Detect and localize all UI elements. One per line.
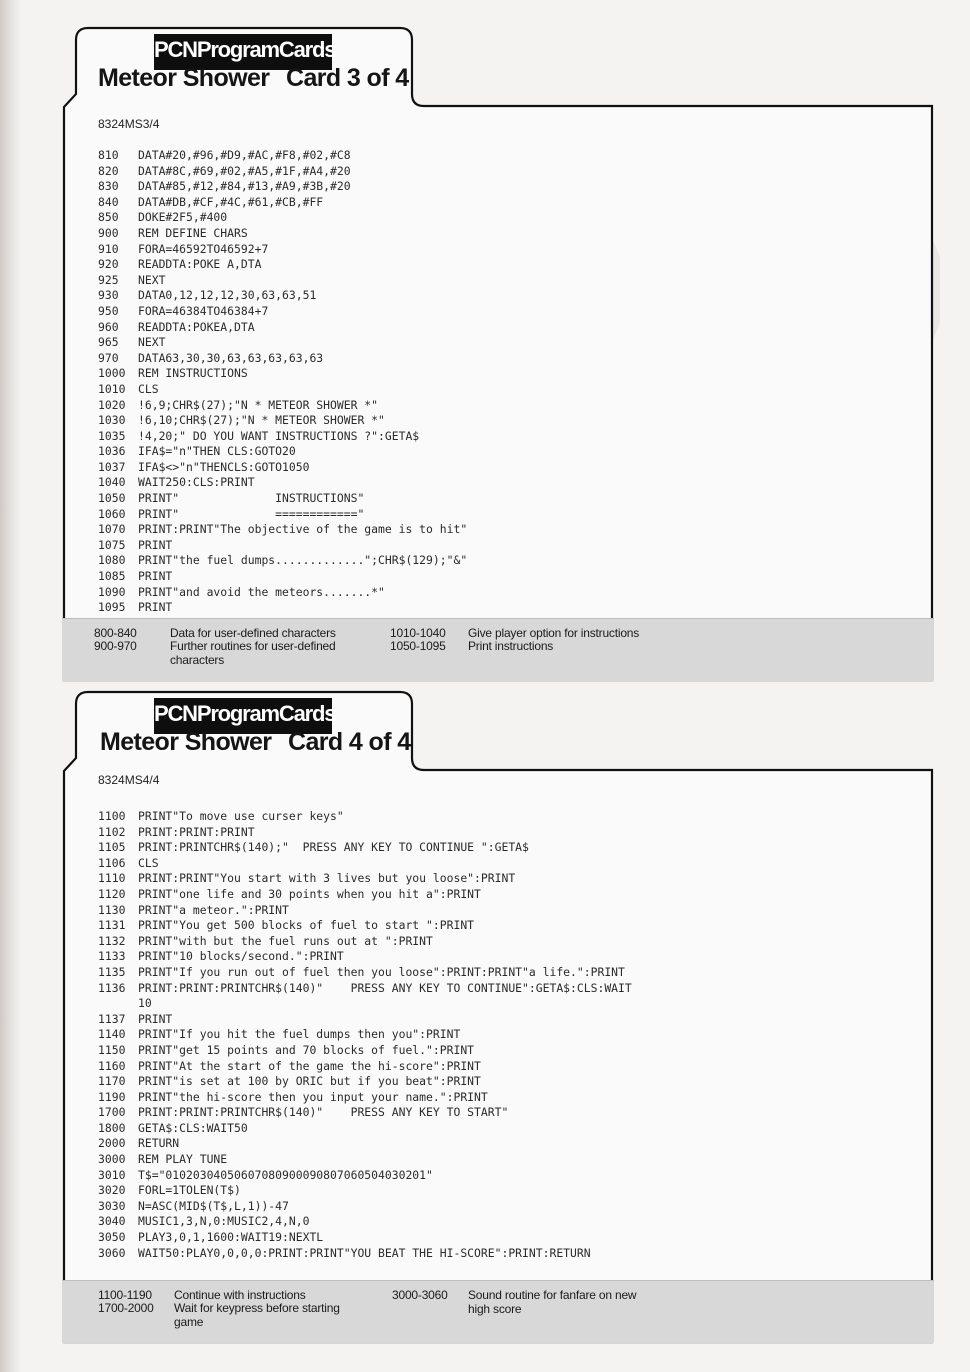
line-statement: PRINT:PRINTCHR$(140);" PRESS ANY KEY TO CONTINUE ":GETA$ <box>138 840 529 855</box>
line-statement: DATA#DB,#CF,#4C,#61,#CB,#FF <box>138 194 324 209</box>
code-line <box>98 1136 918 1152</box>
line-statement: PRINT"To move use curser keys" <box>138 809 344 823</box>
line-number: 830 <box>98 179 119 194</box>
line-statement: PRINT <box>138 1011 173 1026</box>
code-line <box>98 257 918 273</box>
code-line <box>98 871 918 887</box>
line-statement: WAIT50:PLAY0,0,0,0:PRINT:PRINT"YOU BEAT THE HI-SCORE":PRINT:RETURN <box>138 1245 591 1260</box>
code-line <box>98 195 918 211</box>
line-number: 3000 <box>98 1152 126 1167</box>
code-line <box>98 288 918 304</box>
code-line <box>98 934 918 950</box>
line-number: 3040 <box>98 1214 126 1229</box>
card-code: 8324MS4/4 <box>98 773 160 787</box>
code-line <box>98 1012 918 1028</box>
line-number: 1085 <box>98 569 126 584</box>
code-line <box>98 569 918 585</box>
code-line <box>98 887 918 903</box>
line-number: 1120 <box>98 886 126 901</box>
line-statement: PRINT <box>138 600 173 615</box>
line-statement: CLS <box>138 855 159 870</box>
code-line <box>98 1168 918 1184</box>
line-number: 1110 <box>98 871 126 886</box>
card-title: Meteor Shower <box>100 728 272 756</box>
line-number: 1106 <box>98 855 126 870</box>
notes-panel <box>62 618 934 681</box>
line-number: 930 <box>98 288 119 303</box>
code-line <box>98 996 918 1012</box>
line-number: 2000 <box>98 1136 126 1151</box>
line-number: 1070 <box>98 522 126 537</box>
code-line <box>98 918 918 934</box>
line-statement: MUSIC1,3,N,0:MUSIC2,4,N,0 <box>138 1214 310 1229</box>
line-statement: N=ASC(MID$(T$,L,1))-47 <box>138 1198 289 1213</box>
code-line <box>98 164 918 180</box>
code-line <box>98 1027 918 1043</box>
line-number: 1132 <box>98 933 126 948</box>
line-number: 1102 <box>98 824 126 839</box>
line-statement: PRINT"You get 500 blocks of fuel to start ":PRINT <box>138 918 475 933</box>
note-item: 1010-1040 Give player option for instructions <box>390 626 640 640</box>
line-statement: PRINT"10 blocks/second.":PRINT <box>138 949 344 964</box>
line-number: 910 <box>98 241 119 256</box>
line-number: 3060 <box>98 1245 126 1260</box>
line-number: 960 <box>98 319 119 334</box>
line-number: 1130 <box>98 902 126 917</box>
line-statement: PRINT"one life and 30 points when you hit a":PRINT <box>138 886 481 901</box>
brand-logo: PCNProgramCards <box>154 698 332 734</box>
line-statement: READDTA:POKE A,DTA <box>138 257 262 272</box>
card-number: Card 3 of 4 <box>286 64 409 92</box>
program-card-4 <box>62 686 934 1346</box>
line-statement: DATA#8C,#69,#02,#A5,#1F,#A4,#20 <box>138 163 351 178</box>
line-statement: IFA$="n"THEN CLS:GOTO20 <box>138 444 296 459</box>
line-statement: DATA63,30,30,63,63,63,63,63 <box>138 350 324 365</box>
line-statement: NEXT <box>138 335 166 350</box>
code-line <box>98 553 918 569</box>
code-line <box>98 1183 918 1199</box>
line-statement: PRINT:PRINT"You start with 3 lives but you loose":PRINT <box>138 871 516 886</box>
code-listing <box>98 809 918 1261</box>
line-statement: PRINT:PRINT"The objective of the game is to hit" <box>138 522 468 537</box>
code-line <box>98 179 918 195</box>
code-line <box>98 856 918 872</box>
line-number: 950 <box>98 303 119 318</box>
code-line <box>98 981 918 997</box>
line-statement: DATA0,12,12,12,30,63,63,51 <box>138 288 317 303</box>
code-line <box>98 460 918 476</box>
code-line <box>98 1043 918 1059</box>
code-line <box>98 444 918 460</box>
code-line <box>98 1214 918 1230</box>
line-statement: DOKE#2F5,#400 <box>138 210 228 225</box>
code-line <box>98 304 918 320</box>
line-statement: RETURN <box>138 1136 180 1151</box>
line-statement: PRINT:PRINT:PRINTCHR$(140)" PRESS ANY KEY TO CONTINUE":GETA$:CLS:WAIT <box>138 980 632 995</box>
code-line <box>98 809 918 825</box>
card-title: Meteor Shower <box>98 64 270 92</box>
code-line <box>98 538 918 554</box>
line-statement: REM DEFINE CHARS <box>138 225 248 240</box>
line-statement: PRINT"At the start of the game the hi-score":PRINT <box>138 1058 481 1073</box>
line-number: 920 <box>98 257 119 272</box>
line-number: 3020 <box>98 1183 126 1198</box>
line-number: 1075 <box>98 537 126 552</box>
code-line <box>98 1152 918 1168</box>
line-statement: PRINT"If you run out of fuel then you loose":PRINT:PRINT"a life.":PRINT <box>138 964 625 979</box>
line-number: 1800 <box>98 1120 126 1135</box>
note-item: 1050-1095 Print instructions <box>390 639 554 653</box>
code-line <box>98 1121 918 1137</box>
code-line <box>98 840 918 856</box>
code-line <box>98 1199 918 1215</box>
code-line <box>98 585 918 601</box>
line-statement: PRINT"a meteor.":PRINT <box>138 902 289 917</box>
line-statement: PRINT"with but the fuel runs out at ":PRINT <box>138 933 433 948</box>
code-line <box>98 491 918 507</box>
code-line <box>98 366 918 382</box>
line-number: 1150 <box>98 1042 126 1057</box>
line-statement: PRINT"the fuel dumps.............";CHR$(129);"&" <box>138 553 468 568</box>
code-line <box>98 475 918 491</box>
line-statement: T$="01020304050607080900090807060504030201" <box>138 1167 433 1182</box>
code-line <box>98 1230 918 1246</box>
line-number: 1100 <box>98 809 126 823</box>
line-number: 1036 <box>98 444 126 459</box>
code-line <box>98 429 918 445</box>
line-statement: PRINT" INSTRUCTIONS" <box>138 491 365 506</box>
line-statement: 10 <box>138 996 152 1011</box>
line-statement: FORA=46592TO46592+7 <box>138 241 269 256</box>
line-statement: DATA#20,#96,#D9,#AC,#F8,#02,#C8 <box>138 148 351 162</box>
line-statement: NEXT <box>138 272 166 287</box>
note-item: 1100-1190 Continue with instructions <box>98 1288 306 1302</box>
line-number: 925 <box>98 272 119 287</box>
line-number: 1090 <box>98 584 126 599</box>
line-statement: FORL=1TOLEN(T$) <box>138 1183 241 1198</box>
code-line <box>98 398 918 414</box>
code-line <box>98 413 918 429</box>
line-number: 3050 <box>98 1230 126 1245</box>
code-line <box>98 335 918 351</box>
line-statement: PRINT <box>138 537 173 552</box>
line-number: 1131 <box>98 918 126 933</box>
notes-panel <box>62 1280 934 1343</box>
code-line <box>98 1090 918 1106</box>
code-line <box>98 825 918 841</box>
code-line <box>98 1059 918 1075</box>
line-statement: PRINT"and avoid the meteors.......*" <box>138 584 385 599</box>
code-line <box>98 242 918 258</box>
line-statement: READDTA:POKEA,DTA <box>138 319 255 334</box>
line-number: 1137 <box>98 1011 126 1026</box>
line-number: 820 <box>98 163 119 178</box>
line-number: 1010 <box>98 381 126 396</box>
line-statement: PRINT"is set at 100 by ORIC but if you beat":PRINT <box>138 1074 481 1089</box>
line-statement: REM PLAY TUNE <box>138 1152 228 1167</box>
line-statement: WAIT250:CLS:PRINT <box>138 475 255 490</box>
line-number: 1000 <box>98 366 126 381</box>
line-statement: CLS <box>138 381 159 396</box>
line-number: 1037 <box>98 459 126 474</box>
code-line <box>98 320 918 336</box>
line-number: 1050 <box>98 491 126 506</box>
code-line <box>98 600 918 616</box>
note-item: 900-970 Further routines for user-defined characters <box>94 639 336 667</box>
code-line <box>98 273 918 289</box>
brand-logo: PCNProgramCards <box>154 34 332 70</box>
line-number: 1170 <box>98 1074 126 1089</box>
line-statement: !6,10;CHR$(27);"N * METEOR SHOWER *" <box>138 413 385 428</box>
line-number: 965 <box>98 335 119 350</box>
line-number: 840 <box>98 194 119 209</box>
program-card-3 <box>62 22 934 682</box>
line-statement: PRINT:PRINT:PRINT <box>138 824 255 839</box>
line-number: 1080 <box>98 553 126 568</box>
line-number: 1140 <box>98 1027 126 1042</box>
code-line <box>98 949 918 965</box>
line-number: 1095 <box>98 600 126 615</box>
line-statement: !6,9;CHR$(27);"N * METEOR SHOWER *" <box>138 397 379 412</box>
note-item: 1700-2000 Wait for keypress before starting game <box>98 1301 340 1329</box>
line-statement: IFA$<>"n"THENCLS:GOTO1050 <box>138 459 310 474</box>
line-statement: PRINT <box>138 569 173 584</box>
code-line <box>98 1074 918 1090</box>
line-number: 1190 <box>98 1089 126 1104</box>
line-number: 1040 <box>98 475 126 490</box>
line-number: 1020 <box>98 397 126 412</box>
line-statement: PRINT"the hi-score then you input your name.":PRINT <box>138 1089 488 1104</box>
line-number: 1700 <box>98 1105 126 1120</box>
line-statement: GETA$:CLS:WAIT50 <box>138 1120 248 1135</box>
line-statement: PRINT:PRINT:PRINTCHR$(140)" PRESS ANY KEY TO START" <box>138 1105 509 1120</box>
line-statement: REM INSTRUCTIONS <box>138 366 248 381</box>
card-code: 8324MS3/4 <box>98 117 160 131</box>
line-number: 3010 <box>98 1167 126 1182</box>
code-listing <box>98 148 918 616</box>
line-number: 3030 <box>98 1198 126 1213</box>
line-statement: !4,20;" DO YOU WANT INSTRUCTIONS ?":GETA$ <box>138 428 420 443</box>
code-line <box>98 226 918 242</box>
line-number: 970 <box>98 350 119 365</box>
line-statement: DATA#85,#12,#84,#13,#A9,#3B,#20 <box>138 179 351 194</box>
code-line <box>98 351 918 367</box>
line-number: 850 <box>98 210 119 225</box>
line-number: 1133 <box>98 949 126 964</box>
code-line <box>98 148 918 164</box>
code-line <box>98 210 918 226</box>
line-statement: PRINT" ============" <box>138 506 365 521</box>
line-number: 1160 <box>98 1058 126 1073</box>
line-number: 1136 <box>98 980 126 995</box>
line-number: 1105 <box>98 840 126 855</box>
line-statement: PRINT"get 15 points and 70 blocks of fuel.":PRINT <box>138 1042 475 1057</box>
code-line <box>98 1246 918 1262</box>
line-number: 810 <box>98 148 119 162</box>
line-number: 1035 <box>98 428 126 443</box>
line-number: 1135 <box>98 964 126 979</box>
line-number: 900 <box>98 225 119 240</box>
line-statement: FORA=46384TO46384+7 <box>138 303 269 318</box>
line-statement: PRINT"If you hit the fuel dumps then you":PRINT <box>138 1027 461 1042</box>
code-line <box>98 1105 918 1121</box>
code-line <box>98 382 918 398</box>
note-item: 800-840 Data for user-defined characters <box>94 626 336 640</box>
page-binding-edge <box>0 0 22 1372</box>
code-line <box>98 507 918 523</box>
line-number: 1030 <box>98 413 126 428</box>
line-statement: PLAY3,0,1,1600:WAIT19:NEXTL <box>138 1230 324 1245</box>
code-line <box>98 522 918 538</box>
code-line <box>98 965 918 981</box>
card-number: Card 4 of 4 <box>288 728 411 756</box>
note-item: 3000-3060 Sound routine for fanfare on new high score <box>392 1288 637 1316</box>
line-number: 1060 <box>98 506 126 521</box>
code-line <box>98 903 918 919</box>
